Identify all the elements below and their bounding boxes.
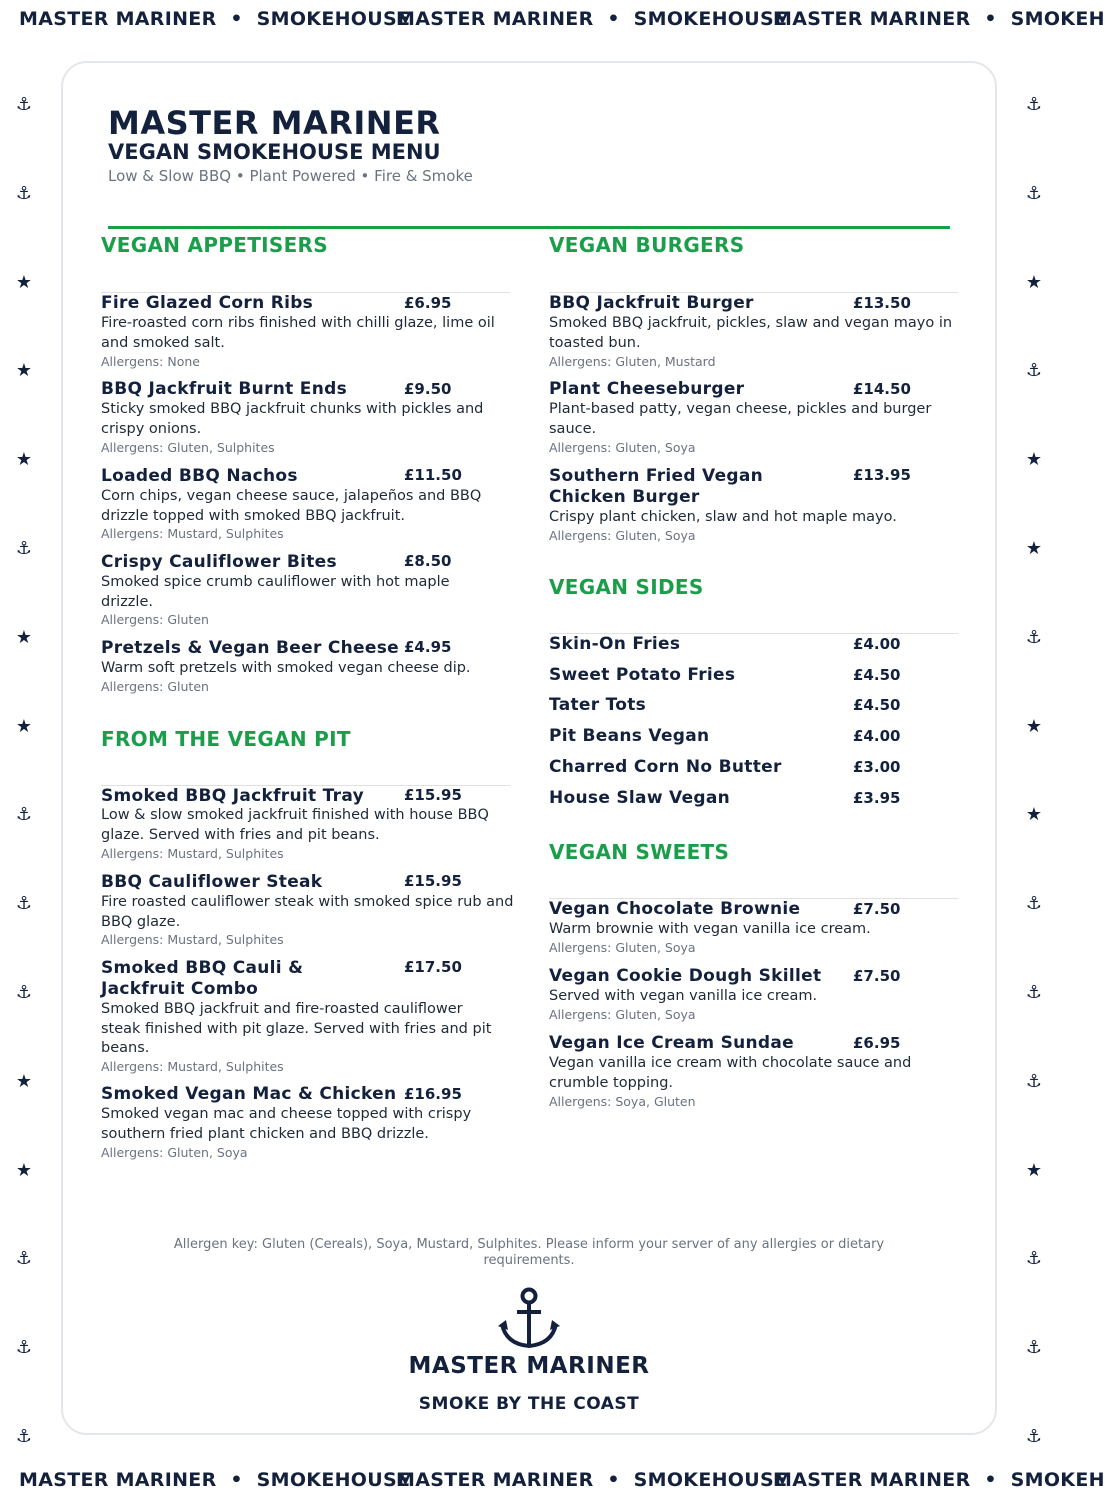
menu-item-price: £17.50 bbox=[404, 958, 462, 976]
menu-item-description: Smoked BBQ jackfruit, pickles, slaw and vegan mayo in toasted bun. bbox=[549, 315, 953, 351]
star-icon: ★ bbox=[1025, 271, 1043, 293]
menu-item-price: £13.95 bbox=[853, 466, 911, 484]
menu-item-allergens: Allergens: Mustard, Sulphites bbox=[101, 846, 284, 861]
side-item-price: £3.00 bbox=[853, 758, 901, 776]
menu-item-name: Vegan Ice Cream Sundae bbox=[549, 1033, 794, 1053]
section-title-sweets: VEGAN SWEETS bbox=[549, 840, 730, 864]
anchor-icon: ⚓ bbox=[1025, 182, 1043, 204]
menu-item-description: Smoked vegan mac and cheese topped with crispy southern fried plant chicken and BBQ drizzle. bbox=[101, 1106, 472, 1142]
menu-item-description: Served with vegan vanilla ice cream. bbox=[549, 988, 818, 1004]
menu-item-allergens: Allergens: Mustard, Sulphites bbox=[101, 932, 284, 947]
menu-item-name: Loaded BBQ Nachos bbox=[101, 466, 298, 486]
star-icon: ★ bbox=[15, 1159, 33, 1181]
star-icon: ★ bbox=[1025, 804, 1043, 826]
menu-item-price: £9.50 bbox=[404, 380, 452, 398]
menu-item-description: Crispy plant chicken, slaw and hot maple mayo. bbox=[549, 509, 897, 525]
menu-item-allergens: Allergens: Gluten bbox=[101, 612, 209, 627]
menu-item-name: Crispy Cauliflower Bites bbox=[101, 552, 337, 572]
menu-item-description: Fire-roasted corn ribs finished with chilli glaze, lime oil and smoked salt. bbox=[101, 315, 495, 351]
menu-item-allergens: Allergens: Mustard, Sulphites bbox=[101, 1059, 284, 1074]
anchor-icon: ⚓ bbox=[15, 893, 33, 915]
menu-item-name: Southern Fried Vegan Chicken Burger bbox=[549, 466, 764, 507]
menu-item-name: BBQ Jackfruit Burnt Ends bbox=[101, 379, 348, 399]
menu-item-price: £6.95 bbox=[404, 294, 452, 312]
menu-item-price: £16.95 bbox=[404, 1085, 462, 1103]
menu-item-name: BBQ Cauliflower Steak bbox=[101, 872, 323, 892]
section-title-appetisers: VEGAN APPETISERS bbox=[101, 233, 328, 257]
anchor-icon: ⚓ bbox=[1025, 1070, 1043, 1092]
menu-item-allergens: Allergens: Gluten, Soya bbox=[549, 1007, 696, 1022]
menu-item-name: Vegan Chocolate Brownie bbox=[549, 899, 801, 919]
side-item-price: £4.50 bbox=[853, 696, 901, 714]
band-segment: MASTER MARINER • SMOKEHOUSE bbox=[396, 1469, 788, 1491]
menu-item-price: £8.50 bbox=[404, 552, 452, 570]
anchor-icon: ⚓ bbox=[15, 1248, 33, 1270]
bottom-brand-band bbox=[0, 1461, 1105, 1497]
star-icon: ★ bbox=[15, 715, 33, 737]
anchor-icon: ⚓ bbox=[1025, 94, 1043, 115]
footer-brand: MASTER MARINER bbox=[408, 1353, 650, 1379]
menu-item-price: £7.50 bbox=[853, 967, 901, 985]
menu-item-allergens: Allergens: Gluten, Soya bbox=[549, 940, 696, 955]
menu-item-description: Smoked spice crumb cauliflower with hot maple drizzle. bbox=[101, 574, 450, 610]
menu-item-allergens: Allergens: Gluten, Soya bbox=[101, 1145, 248, 1160]
star-icon: ★ bbox=[1025, 1159, 1043, 1181]
anchor-icon: ⚓ bbox=[1025, 982, 1043, 1003]
top-brand-band bbox=[0, 0, 1105, 36]
menu-item-description: Low & slow smoked jackfruit finished with house BBQ glaze. Served with fries and pit beans. bbox=[101, 807, 489, 843]
anchor-icon: ⚓ bbox=[15, 1337, 33, 1359]
menu-item-price: £7.50 bbox=[853, 900, 901, 918]
star-icon: ★ bbox=[15, 1070, 33, 1092]
menu-subtitle: VEGAN SMOKEHOUSE MENU bbox=[108, 140, 441, 164]
menu-item-description: Fire roasted cauliflower steak with smoked spice rub and BBQ glaze. bbox=[101, 894, 514, 930]
menu-item-allergens: Allergens: Gluten, Soya bbox=[549, 528, 696, 543]
side-item-name: Charred Corn No Butter bbox=[549, 757, 782, 777]
band-segment: MASTER MARINER • SMOKEHOUSE bbox=[19, 8, 411, 30]
menu-item-allergens: Allergens: Gluten, Soya bbox=[549, 440, 696, 455]
side-item-name: House Slaw Vegan bbox=[549, 788, 731, 808]
menu-item-description: Plant-based patty, vegan cheese, pickles and burger sauce. bbox=[549, 401, 932, 437]
menu-item-price: £14.50 bbox=[853, 380, 911, 398]
band-segment: MASTER MARINER • SMOKEHOUSE bbox=[19, 1469, 411, 1491]
star-icon: ★ bbox=[15, 271, 33, 293]
side-item-name: Tater Tots bbox=[549, 695, 647, 715]
menu-item-description: Warm soft pretzels with smoked vegan cheese dip. bbox=[101, 660, 471, 676]
menu-item-description: Smoked BBQ jackfruit and fire-roasted cauliflower steak finished with pit glaze. Served with fries and pit beans. bbox=[101, 1001, 492, 1056]
side-item-price: £4.00 bbox=[853, 635, 901, 653]
band-segment: MASTER MARINER • SMOKEH bbox=[773, 8, 1105, 30]
header-divider bbox=[108, 226, 950, 229]
star-icon: ★ bbox=[15, 360, 33, 382]
menu-item-allergens: Allergens: None bbox=[101, 354, 200, 369]
menu-item-allergens: Allergens: Mustard, Sulphites bbox=[101, 526, 284, 541]
menu-item-name: BBQ Jackfruit Burger bbox=[549, 293, 754, 313]
menu-item-name: Vegan Cookie Dough Skillet bbox=[549, 966, 822, 986]
anchor-icon: ⚓ bbox=[15, 1426, 33, 1447]
menu-item-price: £6.95 bbox=[853, 1034, 901, 1052]
side-item-name: Pit Beans Vegan bbox=[549, 726, 710, 746]
side-item-price: £4.50 bbox=[853, 666, 901, 684]
menu-item-name: Smoked BBQ Jackfruit Tray bbox=[101, 786, 364, 806]
anchor-icon: ⚓ bbox=[1025, 1426, 1043, 1447]
page-title: MASTER MARINER bbox=[108, 104, 441, 142]
menu-item-price: £13.50 bbox=[853, 294, 911, 312]
anchor-icon: ⚓ bbox=[15, 182, 33, 204]
menu-item-description: Sticky smoked BBQ jackfruit chunks with pickles and crispy onions. bbox=[101, 401, 484, 437]
menu-tagline: Low & Slow BBQ • Plant Powered • Fire & Smoke bbox=[108, 167, 473, 185]
anchor-icon: ⚓ bbox=[15, 538, 33, 559]
menu-item-name: Plant Cheeseburger bbox=[549, 379, 745, 399]
star-icon: ★ bbox=[1025, 449, 1043, 471]
menu-item-allergens: Allergens: Soya, Gluten bbox=[549, 1094, 696, 1109]
side-item-name: Sweet Potato Fries bbox=[549, 665, 736, 685]
star-icon: ★ bbox=[15, 626, 33, 648]
menu-item-price: £15.95 bbox=[404, 872, 462, 890]
allergen-key-note: Allergen key: Gluten (Cereals), Soya, Mustard, Sulphites. Please inform your server of any allergies or dietary requirements. bbox=[173, 1237, 885, 1268]
anchor-icon: ⚓ bbox=[15, 982, 33, 1003]
menu-item-description: Warm brownie with vegan vanilla ice cream. bbox=[549, 921, 871, 937]
menu-item-name: Smoked Vegan Mac & Chicken bbox=[101, 1084, 397, 1104]
star-icon: ★ bbox=[15, 449, 33, 471]
menu-item-description: Corn chips, vegan cheese sauce, jalapeños and BBQ drizzle topped with smoked BBQ jackfruit. bbox=[101, 488, 482, 524]
menu-item-allergens: Allergens: Gluten, Mustard bbox=[549, 354, 716, 369]
menu-item-name: Pretzels & Vegan Beer Cheese bbox=[101, 638, 399, 658]
anchor-icon: ⚓ bbox=[1025, 360, 1043, 382]
side-item-price: £4.00 bbox=[853, 727, 901, 745]
anchor-icon: ⚓ bbox=[1025, 1337, 1043, 1359]
menu-item-allergens: Allergens: Gluten bbox=[101, 679, 209, 694]
section-title-burgers: VEGAN BURGERS bbox=[549, 233, 745, 257]
band-segment: MASTER MARINER • SMOKEH bbox=[773, 1469, 1105, 1491]
section-title-sides: VEGAN SIDES bbox=[549, 575, 704, 599]
anchor-icon: ⚓ bbox=[1025, 626, 1043, 648]
menu-item-name: Smoked BBQ Cauli & Jackfruit Combo bbox=[101, 958, 304, 999]
side-item-name: Skin-On Fries bbox=[549, 634, 681, 654]
band-segment: MASTER MARINER • SMOKEHOUSE bbox=[396, 8, 788, 30]
menu-item-allergens: Allergens: Gluten, Sulphites bbox=[101, 440, 275, 455]
menu-item-price: £4.95 bbox=[404, 638, 452, 656]
menu-item-price: £15.95 bbox=[404, 786, 462, 804]
anchor-icon bbox=[496, 1286, 562, 1350]
anchor-icon: ⚓ bbox=[1025, 893, 1043, 915]
menu-item-name: Fire Glazed Corn Ribs bbox=[101, 293, 314, 313]
anchor-icon: ⚓ bbox=[15, 804, 33, 826]
footer-tagline: SMOKE BY THE COAST bbox=[418, 1394, 640, 1414]
side-item-price: £3.95 bbox=[853, 789, 901, 807]
menu-item-price: £11.50 bbox=[404, 466, 462, 484]
anchor-icon: ⚓ bbox=[1025, 1248, 1043, 1270]
anchor-icon: ⚓ bbox=[15, 94, 33, 115]
section-title-pit: FROM THE VEGAN PIT bbox=[101, 727, 351, 751]
menu-item-description: Vegan vanilla ice cream with chocolate sauce and crumble topping. bbox=[549, 1055, 912, 1091]
star-icon: ★ bbox=[1025, 715, 1043, 737]
star-icon: ★ bbox=[1025, 538, 1043, 559]
